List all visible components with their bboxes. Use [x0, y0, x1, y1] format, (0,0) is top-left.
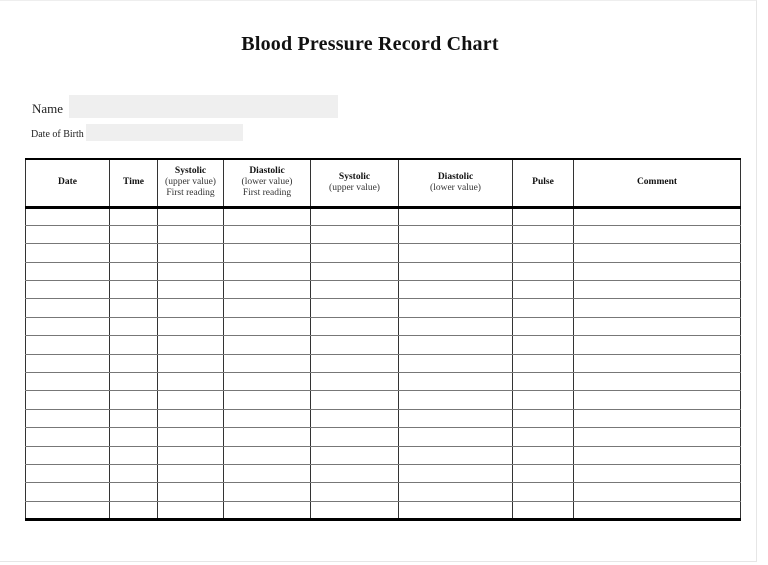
header-diastolic-title: Diastolic — [437, 171, 474, 182]
cell-systolic[interactable] — [311, 391, 399, 409]
cell-date[interactable] — [26, 446, 110, 464]
cell-diastolic-first[interactable] — [224, 281, 311, 299]
cell-diastolic-first[interactable] — [224, 428, 311, 446]
cell-date[interactable] — [26, 464, 110, 482]
cell-pulse[interactable] — [513, 336, 574, 354]
cell-systolic-first[interactable] — [158, 317, 224, 335]
cell-systolic-first[interactable] — [158, 354, 224, 372]
header-time — [110, 159, 158, 207]
header-systolic-first — [158, 159, 224, 207]
cell-systolic[interactable] — [311, 446, 399, 464]
cell-date[interactable] — [26, 281, 110, 299]
cell-date[interactable] — [26, 373, 110, 391]
cell-diastolic[interactable] — [399, 299, 513, 317]
cell-comment[interactable] — [574, 207, 741, 225]
table-row — [26, 501, 741, 519]
cell-time[interactable] — [110, 262, 158, 280]
table-row — [26, 299, 741, 317]
date-of-birth-field[interactable] — [86, 124, 243, 141]
header-comment-title: Comment — [636, 177, 678, 188]
cell-pulse[interactable] — [513, 391, 574, 409]
cell-date[interactable] — [26, 336, 110, 354]
cell-date[interactable] — [26, 207, 110, 225]
cell-pulse[interactable] — [513, 262, 574, 280]
header-diastolic-first-subtitle: (lower value) First reading — [241, 177, 293, 199]
cell-diastolic[interactable] — [399, 464, 513, 482]
cell-diastolic[interactable] — [399, 225, 513, 243]
cell-diastolic[interactable] — [399, 354, 513, 372]
header-diastolic-subtitle: (lower value) — [430, 182, 481, 193]
table-header-row — [26, 159, 741, 207]
header-date — [26, 159, 110, 207]
cell-diastolic-first[interactable] — [224, 244, 311, 262]
cell-diastolic-first[interactable] — [224, 446, 311, 464]
cell-diastolic[interactable] — [399, 428, 513, 446]
header-systolic-subtitle: (upper value) — [329, 182, 380, 193]
cell-pulse[interactable] — [513, 299, 574, 317]
cell-comment[interactable] — [574, 336, 741, 354]
cell-pulse[interactable] — [513, 464, 574, 482]
table-row — [26, 428, 741, 446]
cell-date[interactable] — [26, 299, 110, 317]
cell-systolic-first[interactable] — [158, 299, 224, 317]
cell-comment[interactable] — [574, 281, 741, 299]
cell-systolic-first[interactable] — [158, 391, 224, 409]
cell-systolic[interactable] — [311, 464, 399, 482]
cell-diastolic-first[interactable] — [224, 373, 311, 391]
cell-systolic[interactable] — [311, 483, 399, 501]
header-comment — [574, 159, 741, 207]
cell-time[interactable] — [110, 354, 158, 372]
cell-comment[interactable] — [574, 501, 741, 519]
header-systolic — [311, 159, 399, 207]
cell-systolic-first[interactable] — [158, 446, 224, 464]
header-pulse — [513, 159, 574, 207]
cell-diastolic[interactable] — [399, 336, 513, 354]
cell-diastolic[interactable] — [399, 207, 513, 225]
table-row — [26, 391, 741, 409]
cell-date[interactable] — [26, 483, 110, 501]
cell-diastolic[interactable] — [399, 262, 513, 280]
cell-systolic[interactable] — [311, 281, 399, 299]
cell-systolic-first[interactable] — [158, 225, 224, 243]
page-title: Blood Pressure Record Chart — [241, 33, 499, 55]
cell-comment[interactable] — [574, 483, 741, 501]
table-row — [26, 446, 741, 464]
cell-diastolic-first[interactable] — [224, 354, 311, 372]
cell-date[interactable] — [26, 391, 110, 409]
cell-time[interactable] — [110, 446, 158, 464]
cell-pulse[interactable] — [513, 207, 574, 225]
cell-time[interactable] — [110, 281, 158, 299]
cell-diastolic-first[interactable] — [224, 207, 311, 225]
cell-systolic[interactable] — [311, 428, 399, 446]
cell-systolic[interactable] — [311, 354, 399, 372]
cell-date[interactable] — [26, 262, 110, 280]
cell-diastolic[interactable] — [399, 373, 513, 391]
cell-time[interactable] — [110, 464, 158, 482]
cell-systolic-first[interactable] — [158, 373, 224, 391]
cell-date[interactable] — [26, 244, 110, 262]
name-label: Name — [32, 101, 64, 116]
cell-date[interactable] — [26, 428, 110, 446]
cell-diastolic[interactable] — [399, 281, 513, 299]
table-row — [26, 262, 741, 280]
cell-systolic[interactable] — [311, 262, 399, 280]
cell-systolic[interactable] — [311, 207, 399, 225]
cell-comment[interactable] — [574, 244, 741, 262]
header-systolic-first-title: Systolic — [174, 166, 207, 177]
cell-diastolic-first[interactable] — [224, 299, 311, 317]
cell-comment[interactable] — [574, 317, 741, 335]
cell-pulse[interactable] — [513, 244, 574, 262]
cell-time[interactable] — [110, 299, 158, 317]
cell-pulse[interactable] — [513, 483, 574, 501]
cell-pulse[interactable] — [513, 281, 574, 299]
cell-comment[interactable] — [574, 262, 741, 280]
cell-systolic-first[interactable] — [158, 483, 224, 501]
cell-comment[interactable] — [574, 373, 741, 391]
cell-diastolic-first[interactable] — [224, 409, 311, 427]
cell-systolic-first[interactable] — [158, 409, 224, 427]
cell-systolic-first[interactable] — [158, 336, 224, 354]
cell-diastolic-first[interactable] — [224, 464, 311, 482]
table-row — [26, 483, 741, 501]
cell-diastolic-first[interactable] — [224, 391, 311, 409]
table-row — [26, 244, 741, 262]
cell-comment[interactable] — [574, 446, 741, 464]
cell-pulse[interactable] — [513, 317, 574, 335]
table-row — [26, 207, 741, 225]
cell-systolic[interactable] — [311, 225, 399, 243]
date-of-birth-label: Date of Birth — [31, 129, 84, 140]
table-body — [26, 207, 741, 520]
cell-date[interactable] — [26, 354, 110, 372]
header-diastolic — [399, 159, 513, 207]
header-pulse-title: Pulse — [532, 177, 554, 188]
cell-diastolic-first[interactable] — [224, 336, 311, 354]
cell-diastolic-first[interactable] — [224, 317, 311, 335]
cell-time[interactable] — [110, 336, 158, 354]
cell-comment[interactable] — [574, 354, 741, 372]
cell-diastolic-first[interactable] — [224, 483, 311, 501]
table-row — [26, 464, 741, 482]
cell-time[interactable] — [110, 409, 158, 427]
name-field[interactable] — [69, 95, 338, 118]
cell-comment[interactable] — [574, 391, 741, 409]
table-row — [26, 409, 741, 427]
cell-time[interactable] — [110, 483, 158, 501]
cell-diastolic-first[interactable] — [224, 501, 311, 519]
cell-diastolic[interactable] — [399, 244, 513, 262]
cell-time[interactable] — [110, 207, 158, 225]
cell-comment[interactable] — [574, 409, 741, 427]
cell-diastolic-first[interactable] — [224, 262, 311, 280]
header-systolic-first-subtitle: (upper value) First reading — [165, 177, 216, 199]
cell-pulse[interactable] — [513, 501, 574, 519]
cell-systolic[interactable] — [311, 244, 399, 262]
table-row — [26, 225, 741, 243]
table-row — [26, 373, 741, 391]
table-row — [26, 317, 741, 335]
cell-diastolic[interactable] — [399, 483, 513, 501]
cell-pulse[interactable] — [513, 409, 574, 427]
cell-systolic[interactable] — [311, 501, 399, 519]
cell-time[interactable] — [110, 501, 158, 519]
cell-pulse[interactable] — [513, 428, 574, 446]
cell-diastolic[interactable] — [399, 409, 513, 427]
cell-comment[interactable] — [574, 225, 741, 243]
cell-systolic-first[interactable] — [158, 464, 224, 482]
cell-diastolic[interactable] — [399, 391, 513, 409]
blood-pressure-table — [25, 158, 741, 521]
cell-systolic[interactable] — [311, 317, 399, 335]
cell-systolic-first[interactable] — [158, 262, 224, 280]
header-date-title: Date — [58, 177, 77, 188]
cell-diastolic[interactable] — [399, 446, 513, 464]
cell-comment[interactable] — [574, 428, 741, 446]
cell-comment[interactable] — [574, 299, 741, 317]
cell-systolic-first[interactable] — [158, 501, 224, 519]
header-diastolic-first — [224, 159, 311, 207]
cell-pulse[interactable] — [513, 373, 574, 391]
cell-systolic-first[interactable] — [158, 281, 224, 299]
cell-systolic-first[interactable] — [158, 207, 224, 225]
table-row — [26, 336, 741, 354]
cell-systolic[interactable] — [311, 409, 399, 427]
cell-date[interactable] — [26, 501, 110, 519]
cell-systolic[interactable] — [311, 336, 399, 354]
cell-systolic-first[interactable] — [158, 428, 224, 446]
cell-date[interactable] — [26, 225, 110, 243]
cell-time[interactable] — [110, 373, 158, 391]
table-row — [26, 354, 741, 372]
cell-diastolic[interactable] — [399, 501, 513, 519]
cell-systolic-first[interactable] — [158, 244, 224, 262]
cell-time[interactable] — [110, 428, 158, 446]
cell-comment[interactable] — [574, 464, 741, 482]
cell-diastolic-first[interactable] — [224, 225, 311, 243]
cell-pulse[interactable] — [513, 225, 574, 243]
cell-diastolic[interactable] — [399, 317, 513, 335]
cell-systolic[interactable] — [311, 373, 399, 391]
cell-date[interactable] — [26, 317, 110, 335]
cell-time[interactable] — [110, 244, 158, 262]
cell-time[interactable] — [110, 225, 158, 243]
cell-systolic[interactable] — [311, 299, 399, 317]
header-diastolic-first-title: Diastolic — [249, 166, 285, 177]
cell-time[interactable] — [110, 391, 158, 409]
cell-pulse[interactable] — [513, 446, 574, 464]
header-systolic-title: Systolic — [338, 171, 371, 182]
cell-time[interactable] — [110, 317, 158, 335]
cell-pulse[interactable] — [513, 354, 574, 372]
table-row — [26, 281, 741, 299]
header-time-title: Time — [123, 177, 144, 188]
cell-date[interactable] — [26, 409, 110, 427]
